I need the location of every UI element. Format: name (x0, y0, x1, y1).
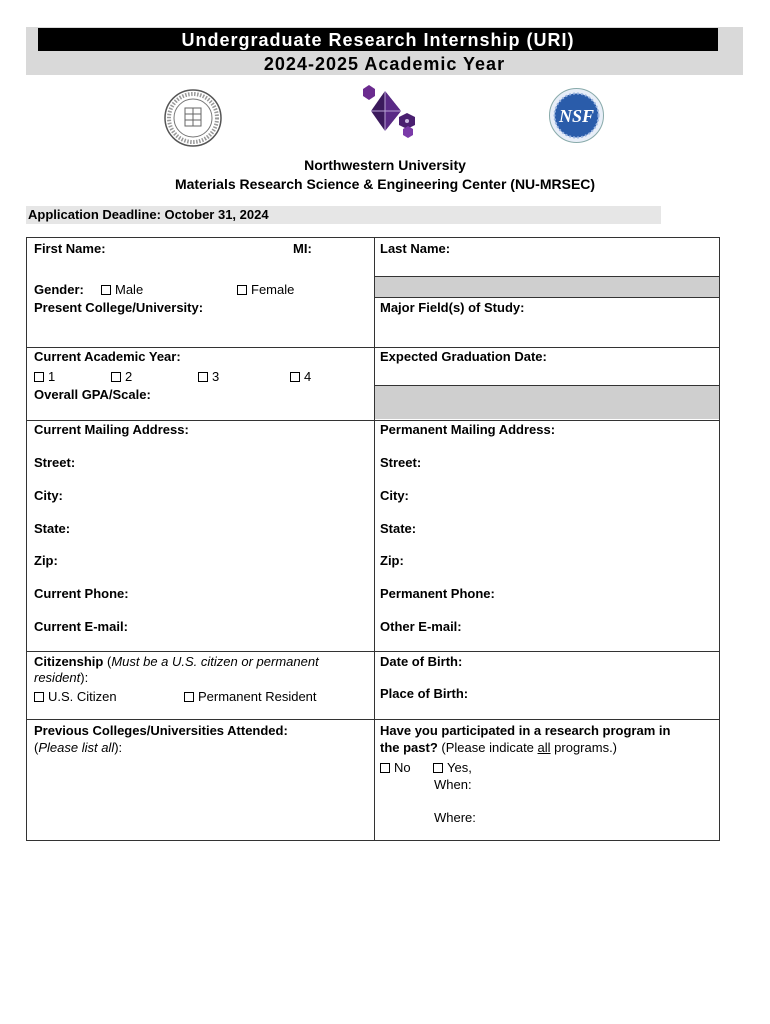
checkbox-icon[interactable] (34, 372, 44, 382)
permanent-resident-option[interactable] (184, 689, 317, 704)
research-note-c: programs.) (550, 740, 618, 755)
checkbox-icon[interactable] (198, 372, 208, 382)
research-where-label: Where: (434, 810, 476, 825)
citizenship-note-resident: resident (34, 670, 81, 685)
gender-male-option[interactable] (101, 282, 143, 297)
gender-female-option[interactable] (237, 282, 294, 297)
year-option-4[interactable] (290, 369, 311, 384)
current-street-label: Street: (34, 455, 76, 470)
application-form (26, 237, 720, 841)
first-name-label: First Name: (34, 241, 106, 256)
permanent-resident-label: Permanent Resident (198, 689, 317, 704)
nsf-logo-icon (548, 87, 605, 144)
application-deadline: Application Deadline: October 31, 2024 (28, 207, 269, 222)
permanent-city-label: City: (380, 488, 409, 503)
permanent-state-label: State: (380, 521, 417, 536)
current-phone-label: Current Phone: (34, 586, 129, 601)
gender-female-label: Female (251, 282, 295, 297)
year-option-4-label: 4 (304, 369, 312, 384)
checkbox-icon[interactable] (237, 285, 247, 295)
checkbox-icon[interactable] (111, 372, 121, 382)
current-email-label: Current E-mail: (34, 619, 128, 634)
prev-colleges-note (34, 740, 122, 755)
present-college-label: Present College/University: (34, 300, 204, 315)
shaded-cell (375, 386, 719, 419)
mi-label: MI: (293, 241, 312, 256)
nsf-logo-text: NSF (558, 106, 595, 126)
gender-label: Gender: (34, 282, 84, 297)
checkbox-icon[interactable] (290, 372, 300, 382)
research-no-option[interactable] (380, 760, 411, 775)
paren-open: ( (106, 654, 112, 669)
us-citizen-label: U.S. Citizen (48, 689, 117, 704)
gender-male-label: Male (115, 282, 144, 297)
expected-grad-label: Expected Graduation Date: (380, 349, 547, 364)
column-divider (374, 238, 375, 841)
year-option-1[interactable] (34, 369, 55, 384)
citizenship-note: Must be a U.S. citizen or permanent (111, 654, 319, 669)
row-divider (27, 420, 719, 421)
current-address-label: Current Mailing Address: (34, 422, 189, 437)
checkbox-icon[interactable] (34, 692, 44, 702)
research-question: Have you participated in a research program in (380, 723, 671, 738)
row-divider (375, 297, 719, 298)
row-divider (375, 276, 719, 277)
permanent-zip-label: Zip: (380, 553, 404, 568)
prev-colleges-label: Previous Colleges/Universities Attended: (34, 723, 288, 738)
current-zip-label: Zip: (34, 553, 58, 568)
citizenship-label-line2 (34, 670, 88, 685)
row-divider (375, 385, 719, 386)
checkbox-icon[interactable] (101, 285, 111, 295)
checkbox-icon[interactable] (433, 763, 443, 773)
year-option-3[interactable] (198, 369, 219, 384)
northwestern-seal-icon (163, 88, 223, 148)
row-divider (27, 651, 719, 652)
major-label: Major Field(s) of Study: (380, 300, 525, 315)
research-question-line2 (380, 740, 617, 755)
center-name: Materials Research Science & Engineering Center (NU-MRSEC) (174, 176, 596, 192)
research-yes-option[interactable] (433, 760, 472, 775)
research-note-a: (Please indicate (437, 740, 538, 755)
research-question-past: the past? (380, 740, 438, 755)
mrsec-hexagon-logo-icon (355, 83, 419, 141)
shaded-cell (375, 277, 719, 297)
checkbox-icon[interactable] (184, 692, 194, 702)
year-option-3-label: 3 (212, 369, 220, 384)
org-name: Northwestern University (304, 157, 466, 173)
page-title: Undergraduate Research Internship (URI) (181, 30, 575, 50)
permanent-address-label: Permanent Mailing Address: (380, 422, 556, 437)
current-year-label: Current Academic Year: (34, 349, 181, 364)
row-divider (27, 719, 719, 720)
prev-note-text: Please list all (38, 740, 115, 755)
last-name-label: Last Name: (380, 241, 451, 256)
pob-label: Place of Birth: (380, 686, 469, 701)
research-no-label: No (394, 760, 411, 775)
row-divider (27, 347, 719, 348)
other-email-label: Other E-mail: (380, 619, 462, 634)
research-note-all: all (537, 740, 551, 755)
paren-open: ( (34, 740, 39, 755)
us-citizen-option[interactable] (34, 689, 117, 704)
current-state-label: State: (34, 521, 71, 536)
academic-year-title: 2024-2025 Academic Year (263, 54, 506, 74)
gpa-label: Overall GPA/Scale: (34, 387, 151, 402)
checkbox-icon[interactable] (380, 763, 390, 773)
year-option-2[interactable] (111, 369, 132, 384)
paren-close: ): (80, 670, 89, 685)
year-option-2-label: 2 (125, 369, 133, 384)
paren-close: ): (114, 740, 123, 755)
research-when-label: When: (434, 777, 472, 792)
permanent-phone-label: Permanent Phone: (380, 586, 495, 601)
research-yes-label: Yes, (447, 760, 472, 775)
dob-label: Date of Birth: (380, 654, 463, 669)
citizenship-label: Citizenship (34, 654, 104, 669)
permanent-street-label: Street: (380, 455, 422, 470)
citizenship-label-line1 (34, 654, 319, 669)
current-city-label: City: (34, 488, 63, 503)
year-option-1-label: 1 (48, 369, 56, 384)
